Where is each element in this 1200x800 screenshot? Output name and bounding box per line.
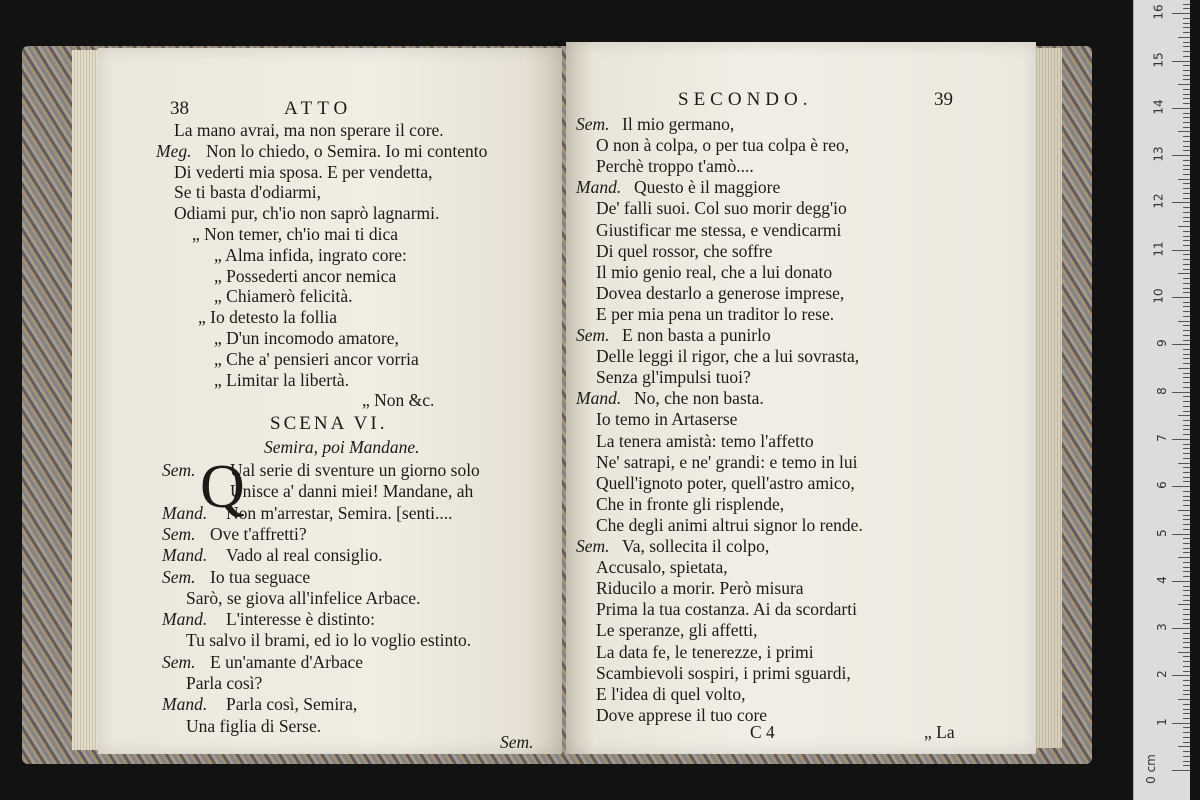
ruler-tick <box>1183 373 1190 374</box>
ruler-tick <box>1172 770 1190 771</box>
ruler-tick <box>1183 756 1190 757</box>
ruler-tick <box>1183 609 1190 610</box>
ruler-label: 9 <box>1155 339 1170 348</box>
ruler-tick <box>1172 628 1190 629</box>
ruler-tick <box>1183 377 1190 378</box>
ruler-tick <box>1183 306 1190 307</box>
ruler-tick <box>1183 221 1190 222</box>
ruler-tick <box>1183 141 1190 142</box>
ruler-tick <box>1183 165 1190 166</box>
ruler-tick <box>1183 240 1190 241</box>
ruler-tick <box>1183 65 1190 66</box>
ruler-tick <box>1178 321 1190 322</box>
verse-line: Odiami pur, ch'io non saprò lagnarmi. <box>174 203 440 224</box>
ruler-tick <box>1183 42 1190 43</box>
ruler-tick <box>1172 297 1190 298</box>
ruler-tick <box>1183 136 1190 137</box>
ruler-tick <box>1183 56 1190 57</box>
ruler-tick <box>1183 283 1190 284</box>
ruler-tick <box>1172 155 1190 156</box>
verse-line: Prima la tua costanza. Ai da scordarti <box>596 599 857 620</box>
ruler-label: 8 <box>1155 386 1170 395</box>
verse-line: Giustificar me stessa, e vendicarmi <box>596 219 842 240</box>
ruler-tick <box>1183 254 1190 255</box>
ruler-tick <box>1183 89 1190 90</box>
ruler-tick <box>1183 122 1190 123</box>
ruler-tick <box>1183 217 1190 218</box>
left-page <box>98 48 562 754</box>
ruler-tick <box>1183 529 1190 530</box>
ruler-tick <box>1172 581 1190 582</box>
ruler-tick <box>1178 557 1190 558</box>
verse-line: Parla così, Semira, <box>226 694 358 715</box>
right-page-number: 39 <box>934 89 953 110</box>
verse-line: Che in fronte gli risplende, <box>596 493 785 514</box>
verse-line: Che degli animi altrui signor lo rende. <box>596 514 863 535</box>
ruler-tick <box>1183 751 1190 752</box>
ruler-tick <box>1172 439 1190 440</box>
ruler-tick <box>1183 387 1190 388</box>
ruler-tick <box>1183 505 1190 506</box>
ruler-tick <box>1178 746 1190 747</box>
ruler-tick <box>1183 661 1190 662</box>
ruler-tick <box>1178 368 1190 369</box>
ruler-tick <box>1183 259 1190 260</box>
ruler-tick <box>1183 680 1190 681</box>
verse-line: Una figlia di Serse. <box>186 715 322 736</box>
right-running-header: SECONDO. <box>678 89 813 110</box>
drop-cap: Q <box>200 453 245 521</box>
verse-line: Ne' satrapi, e ne' grandi: e temo in lui <box>596 451 858 472</box>
ruler-tick <box>1178 463 1190 464</box>
measuring-ruler <box>1133 0 1190 800</box>
ruler-tick <box>1183 732 1190 733</box>
verse-line: Il mio genio real, che a lui donato <box>596 261 833 282</box>
ruler-tick <box>1183 32 1190 33</box>
ruler-tick <box>1183 567 1190 568</box>
verse-line: Non m'arrestar, Semira. [senti.... <box>226 502 453 523</box>
ruler-tick <box>1183 354 1190 355</box>
ruler-tick <box>1183 472 1190 473</box>
verse-line: „ Alma infida, ingrato core: <box>214 244 407 265</box>
ruler-tick <box>1183 515 1190 516</box>
verse-line: Vado al real consiglio. <box>226 545 383 566</box>
verse-line: Di vederti mia sposa. E per vendetta, <box>174 161 433 182</box>
ruler-tick <box>1183 737 1190 738</box>
ruler-tick <box>1183 396 1190 397</box>
ruler-label: 6 <box>1155 481 1170 490</box>
ruler-tick <box>1183 4 1190 5</box>
ruler-tick <box>1183 193 1190 194</box>
speaker-label: Mand. <box>576 388 622 409</box>
verse-line: „ Non temer, ch'io mai ti dica <box>192 224 399 244</box>
ruler-label: 2 <box>1155 670 1170 679</box>
ruler-tick <box>1172 250 1190 251</box>
ruler-tick <box>1172 534 1190 535</box>
ruler-tick <box>1183 448 1190 449</box>
verse-line: Non lo chiedo, o Semira. Io mi contento <box>206 140 488 161</box>
speaker-label: Sem. <box>576 114 610 134</box>
ruler-tick <box>1183 694 1190 695</box>
ruler-tick <box>1183 330 1190 331</box>
ruler-tick <box>1183 113 1190 114</box>
verse-line: L'interesse è distinto: <box>226 609 375 630</box>
verse-line: „ Non &c. <box>362 390 435 411</box>
verse-line: Delle leggi il rigor, che a lui sovrasta, <box>596 346 860 367</box>
ruler-label: 11 <box>1151 241 1166 257</box>
ruler-tick <box>1183 363 1190 364</box>
ruler-tick <box>1183 27 1190 28</box>
ruler-tick <box>1183 477 1190 478</box>
ruler-label: 0 cm <box>1144 754 1159 784</box>
verse-line: Di quel rossor, che soffre <box>596 240 773 261</box>
verse-line: No, che non basta. <box>634 388 764 409</box>
verse-line: Questo è il maggiore <box>634 177 781 198</box>
verse-line: Dove apprese il tuo core <box>596 704 768 725</box>
speaker-label: Mand. <box>162 609 208 630</box>
ruler-label: 5 <box>1155 528 1170 537</box>
verse-line: Ual serie di sventure un giorno solo <box>230 460 480 480</box>
ruler-tick <box>1183 761 1190 762</box>
ruler-tick <box>1172 202 1190 203</box>
speaker-label: Mand. <box>162 502 208 523</box>
ruler-tick <box>1183 207 1190 208</box>
ruler-tick <box>1183 690 1190 691</box>
verse-line: Ove t'affretti? <box>210 523 307 544</box>
ruler-tick <box>1183 8 1190 9</box>
ruler-tick <box>1183 245 1190 246</box>
ruler-tick <box>1183 169 1190 170</box>
ruler-tick <box>1183 434 1190 435</box>
ruler-tick <box>1183 311 1190 312</box>
ruler-tick <box>1183 633 1190 634</box>
ruler-tick <box>1183 595 1190 596</box>
ruler-tick <box>1183 524 1190 525</box>
speaker-label: Sem. <box>162 566 196 587</box>
right-page <box>566 42 1036 754</box>
ruler-tick <box>1183 292 1190 293</box>
verse-line: „ Limitar la libertà. <box>214 369 350 390</box>
ruler-tick <box>1172 61 1190 62</box>
speaker-label: Sem. <box>576 325 610 345</box>
verse-line: Le speranze, gli affetti, <box>596 620 758 641</box>
ruler-tick <box>1183 496 1190 497</box>
ruler-tick <box>1183 590 1190 591</box>
verse-line: E per mia pena un traditor lo rese. <box>596 303 835 324</box>
ruler-label: 15 <box>1151 51 1166 68</box>
ruler-tick <box>1178 37 1190 38</box>
ruler-tick <box>1183 231 1190 232</box>
ruler-tick <box>1183 685 1190 686</box>
ruler-tick <box>1183 638 1190 639</box>
speaker-label: Sem. <box>162 523 196 544</box>
ruler-tick <box>1178 604 1190 605</box>
ruler-tick <box>1183 481 1190 482</box>
ruler-tick <box>1183 500 1190 501</box>
ruler-tick <box>1183 453 1190 454</box>
ruler-tick <box>1183 538 1190 539</box>
ruler-tick <box>1183 548 1190 549</box>
ruler-tick <box>1183 335 1190 336</box>
ruler-tick <box>1178 131 1190 132</box>
ruler-tick <box>1183 656 1190 657</box>
ruler-tick <box>1183 571 1190 572</box>
speaker-label: Mand. <box>576 177 622 198</box>
ruler-tick <box>1178 699 1190 700</box>
verse-line: La mano avrai, ma non sperare il core. <box>174 120 444 140</box>
ruler-tick <box>1183 146 1190 147</box>
speaker-label: Meg. <box>156 140 192 161</box>
speaker-label: Mand. <box>162 545 208 566</box>
ruler-tick <box>1183 718 1190 719</box>
verse-line: Va, sollecita il colpo, <box>622 536 770 556</box>
ruler-tick <box>1183 444 1190 445</box>
ruler-tick <box>1183 98 1190 99</box>
ruler-tick <box>1172 675 1190 676</box>
ruler-tick <box>1183 765 1190 766</box>
ruler-tick <box>1172 486 1190 487</box>
ruler-tick <box>1183 18 1190 19</box>
ruler-tick <box>1183 160 1190 161</box>
ruler-tick <box>1183 264 1190 265</box>
ruler-tick <box>1183 188 1190 189</box>
speaker-label: Sem. <box>162 651 196 672</box>
verse-line: Accusalo, spietata, <box>596 557 728 578</box>
ruler-tick <box>1172 723 1190 724</box>
verse-line: „ Che a' pensieri ancor vorria <box>214 348 419 369</box>
ruler-tick <box>1183 358 1190 359</box>
ruler-tick <box>1183 425 1190 426</box>
ruler-tick <box>1183 70 1190 71</box>
ruler-tick <box>1183 406 1190 407</box>
ruler-tick <box>1172 13 1190 14</box>
ruler-tick <box>1183 288 1190 289</box>
ruler-label: 14 <box>1151 99 1166 115</box>
ruler-label: 7 <box>1155 434 1170 442</box>
ruler-tick <box>1183 278 1190 279</box>
ruler-tick <box>1183 619 1190 620</box>
ruler-label: 13 <box>1151 146 1166 162</box>
ruler-tick <box>1183 623 1190 624</box>
verse-line: De' falli suoi. Col suo morir degg'io <box>596 198 847 219</box>
ruler-tick <box>1183 94 1190 95</box>
verse-line: Quell'ignoto poter, quell'astro amico, <box>596 472 855 493</box>
ruler-tick <box>1178 179 1190 180</box>
verse-line: Scambievoli sospiri, i primi sguardi, <box>596 662 851 683</box>
speaker-label: Sem. <box>576 536 610 556</box>
ruler-tick <box>1183 647 1190 648</box>
ruler-tick <box>1183 51 1190 52</box>
verse-line: Il mio germano, <box>622 114 735 134</box>
ruler-tick <box>1178 273 1190 274</box>
left-running-header: ATTO <box>284 98 353 119</box>
ruler-tick <box>1183 103 1190 104</box>
verse-line: „ Io detesto la follia <box>198 307 337 328</box>
ruler-tick <box>1183 150 1190 151</box>
ruler-tick <box>1183 576 1190 577</box>
speaker-label: Mand. <box>162 694 208 715</box>
ruler-tick <box>1178 415 1190 416</box>
ruler-tick <box>1178 510 1190 511</box>
ruler-tick <box>1183 713 1190 714</box>
ruler-tick <box>1183 562 1190 563</box>
verse-line: „ D'un incomodo amatore, <box>214 328 399 348</box>
ruler-tick <box>1183 519 1190 520</box>
verse-line: E un'amante d'Arbace <box>210 651 364 672</box>
verse-line: La data fe, le tenerezze, i primi <box>596 641 814 662</box>
ruler-label: 12 <box>1151 193 1166 210</box>
verse-line: Dovea destarlo a generose imprese, <box>596 282 845 303</box>
verse-line: E non basta a punirlo <box>622 325 771 345</box>
verse-line: La tenera amistà: temo l'affetto <box>596 430 814 451</box>
left-catchword: Sem. <box>500 732 534 752</box>
signature-mark: C 4 <box>750 722 775 742</box>
ruler-tick <box>1183 467 1190 468</box>
ruler-tick <box>1183 325 1190 326</box>
ruler-tick <box>1183 316 1190 317</box>
verse-line: Se ti basta d'odiarmi, <box>174 182 322 203</box>
verse-line: Sarò, se giova all'infelice Arbace. <box>186 587 421 608</box>
ruler-tick <box>1183 349 1190 350</box>
ruler-tick <box>1183 198 1190 199</box>
ruler-tick <box>1183 236 1190 237</box>
ruler-tick <box>1183 458 1190 459</box>
ruler-tick <box>1183 666 1190 667</box>
ruler-tick <box>1183 742 1190 743</box>
ruler-tick <box>1183 586 1190 587</box>
speaker-label: Sem. <box>162 460 196 480</box>
verse-line: „ Possederti ancor nemica <box>214 265 397 286</box>
ruler-tick <box>1183 420 1190 421</box>
verse-line: Riducilo a morir. Però misura <box>596 578 804 599</box>
ruler-tick <box>1183 79 1190 80</box>
ruler-tick <box>1172 108 1190 109</box>
verse-line: Perchè troppo t'amò.... <box>596 156 754 177</box>
ruler-tick <box>1183 429 1190 430</box>
ruler-tick <box>1178 652 1190 653</box>
ruler-tick <box>1178 226 1190 227</box>
verse-line: Senza gl'impulsi tuoi? <box>596 367 751 388</box>
right-page-edges <box>1034 48 1062 748</box>
ruler-tick <box>1183 75 1190 76</box>
ruler-tick <box>1183 401 1190 402</box>
ruler-tick <box>1183 302 1190 303</box>
ruler-tick <box>1183 709 1190 710</box>
verse-line: O non à colpa, o per tua colpa è reo, <box>596 135 850 156</box>
ruler-tick <box>1183 382 1190 383</box>
ruler-tick <box>1183 340 1190 341</box>
ruler-label: 1 <box>1155 717 1170 726</box>
verse-line: Io tua seguace <box>210 566 311 587</box>
verse-line: Io temo in Artaserse <box>596 409 738 430</box>
ruler-tick <box>1183 411 1190 412</box>
verse-line: E l'idea di quel volto, <box>596 683 746 704</box>
ruler-label: 3 <box>1155 623 1170 631</box>
ruler-tick <box>1183 642 1190 643</box>
ruler-tick <box>1183 23 1190 24</box>
ruler-label: 16 <box>1151 4 1166 20</box>
ruler-tick <box>1183 127 1190 128</box>
ruler-tick <box>1183 614 1190 615</box>
ruler-tick <box>1183 212 1190 213</box>
ruler-tick <box>1183 671 1190 672</box>
verse-line: Parla così? <box>186 673 263 693</box>
left-page-number: 38 <box>170 98 189 119</box>
ruler-tick <box>1183 183 1190 184</box>
verse-line: Tu salvo il brami, ed io lo voglio estinto. <box>186 630 472 651</box>
ruler-tick <box>1183 727 1190 728</box>
verse-line: Unisce a' danni miei! Mandane, ah <box>230 481 474 502</box>
ruler-tick <box>1183 46 1190 47</box>
ruler-tick <box>1183 704 1190 705</box>
ruler-label: 4 <box>1155 575 1170 584</box>
scene-title: SCENA VI. <box>270 413 388 434</box>
ruler-tick <box>1183 174 1190 175</box>
ruler-tick <box>1183 491 1190 492</box>
ruler-tick <box>1183 600 1190 601</box>
ruler-tick <box>1183 543 1190 544</box>
right-catchword: „ La <box>924 722 955 742</box>
ruler-tick <box>1183 117 1190 118</box>
scene-subtitle: Semira, poi Mandane. <box>264 437 420 457</box>
ruler-tick <box>1183 269 1190 270</box>
ruler-tick <box>1172 344 1190 345</box>
verse-line: „ Chiamerò felicità. <box>214 286 353 307</box>
ruler-tick <box>1172 392 1190 393</box>
ruler-tick <box>1178 84 1190 85</box>
ruler-label: 10 <box>1151 288 1166 304</box>
ruler-tick <box>1183 552 1190 553</box>
